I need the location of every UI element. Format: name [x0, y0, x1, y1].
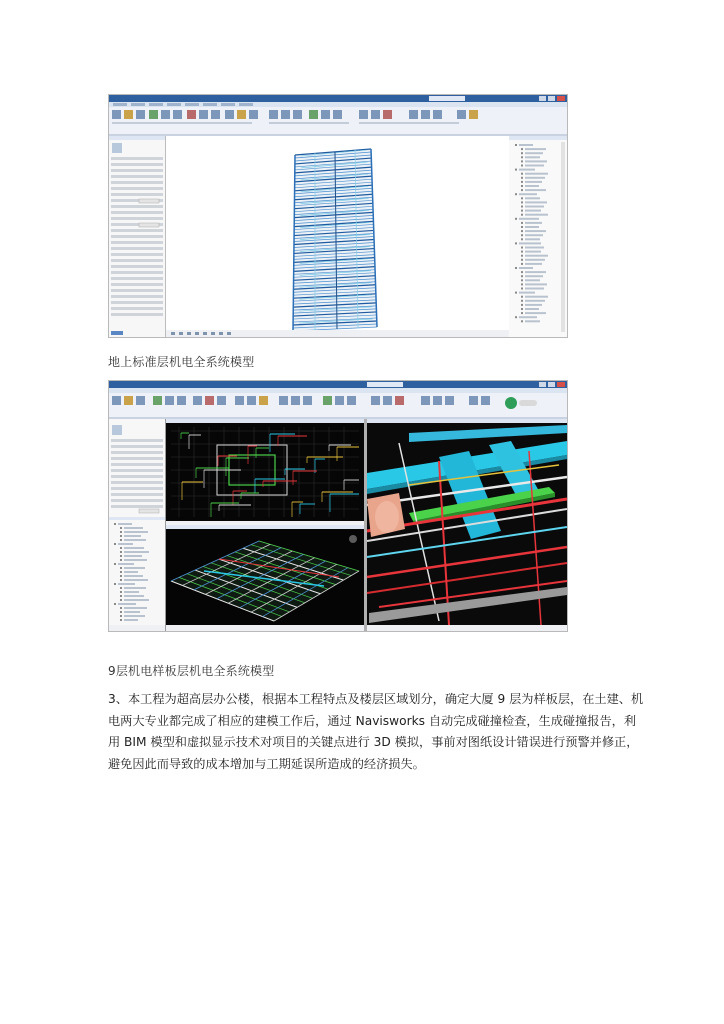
- body-paragraph: [108, 689, 644, 775]
- view-control-bar[interactable]: [166, 330, 509, 337]
- ribbon-tabs[interactable]: [109, 388, 567, 393]
- paragraph-line: 电两大专业都完成了相应的建模工作后，通过 Navisworks 自动完成碰撞检查，生成碰撞报告，利: [108, 713, 637, 728]
- window-controls[interactable]: [539, 382, 565, 387]
- window-controls[interactable]: [539, 96, 565, 101]
- search-box[interactable]: [367, 382, 403, 387]
- title-bar: [109, 381, 567, 388]
- revit-screenshot-multiview: [108, 380, 568, 632]
- revit-screenshot-tower: [108, 94, 568, 338]
- paragraph-line: 用 BIM 模型和虚拟显示技术对项目的关键点进行 3D 模拟，事前对图纸设计错误进行预警并修正，: [108, 735, 639, 749]
- title-bar: [109, 95, 567, 102]
- tower-mep-model: [293, 149, 377, 331]
- paragraph-line: 避免因此而导致的成本增加与工期延误所造成的经济损失。: [108, 756, 425, 771]
- revit-window-image: [109, 95, 567, 337]
- paragraph-line: 3、本工程为超高层办公楼，根据本工程特点及楼层区域划分，确定大厦 9 层为样板层，在土建、机: [108, 692, 644, 706]
- ribbon-buttons[interactable]: [112, 110, 478, 119]
- figure-2-caption: 9层机电样板层机电全系统模型: [108, 664, 275, 678]
- search-box[interactable]: [429, 96, 465, 101]
- view-cube-icon[interactable]: [349, 535, 357, 543]
- status-badge[interactable]: [505, 397, 517, 409]
- figure-1-caption: 地上标准层机电全系统模型: [108, 355, 255, 369]
- revit-multiview-image: [109, 381, 567, 631]
